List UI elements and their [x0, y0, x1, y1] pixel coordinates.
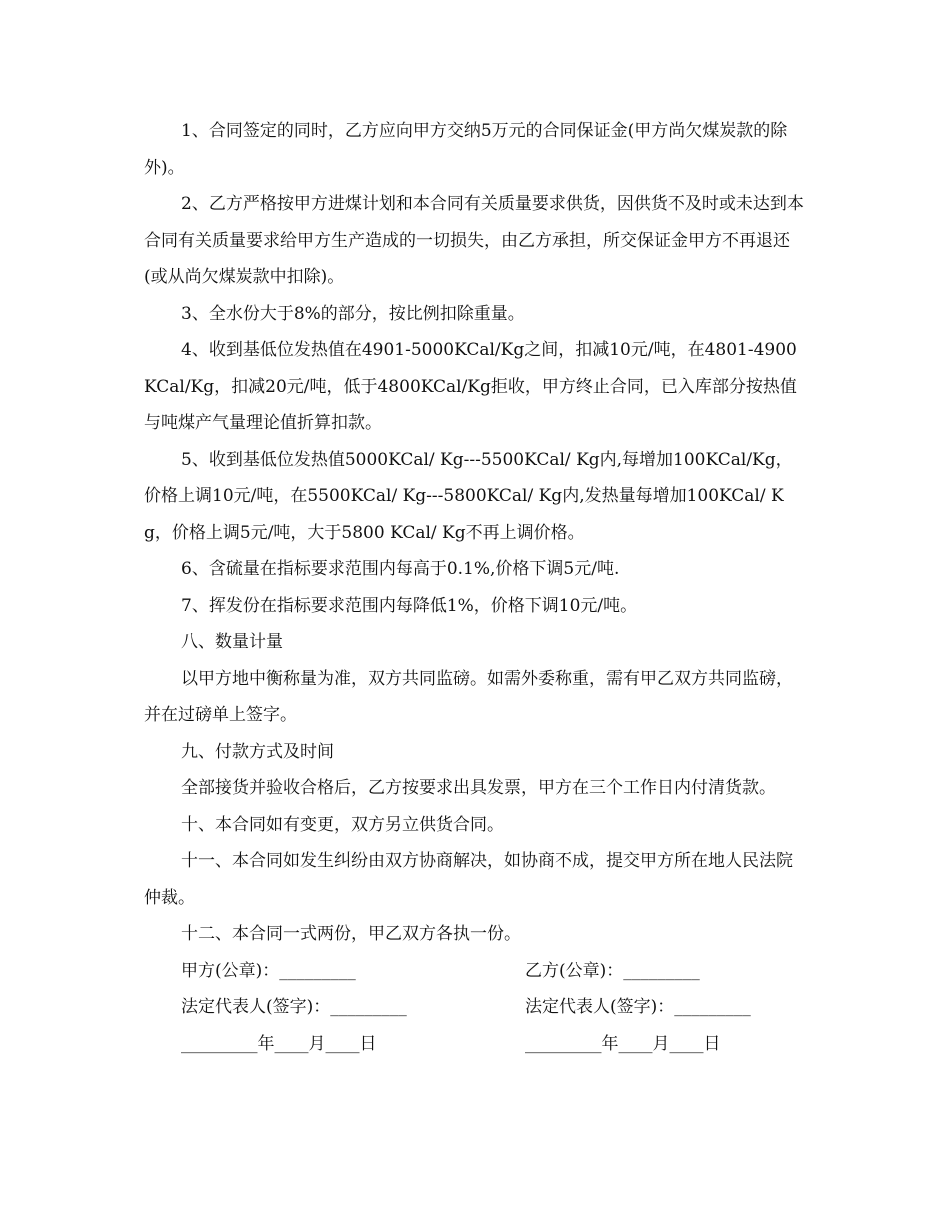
clause-disputes: 十一、本合同如发生纠纷由双方协商解决，如协商不成，提交甲方所在地人民法院仲裁。 [144, 851, 793, 908]
section-heading-quantity: 八、数量计量 [181, 632, 283, 652]
party-a-date-field: _________年____月____日 [181, 1033, 377, 1054]
clause-copies: 十二、本合同一式两份，甲乙双方各执一份。 [181, 924, 521, 944]
clause-deposit: 1、合同签定的同时，乙方应向甲方交纳5万元的合同保证金(甲方尚欠煤炭款的除外)。 [144, 121, 788, 178]
party-b-date-field: _________年____月____日 [525, 1033, 721, 1054]
party-b-representative-field: 法定代表人(签字)：_________ [525, 997, 751, 1017]
clause-moisture: 3、全水份大于8%的部分，按比例扣除重量。 [181, 303, 525, 324]
party-a-representative-field: 法定代表人(签字)：_________ [181, 997, 407, 1017]
clause-payment: 全部接货并验收合格后，乙方按要求出具发票，甲方在三个工作日内付清货款。 [181, 778, 776, 798]
clause-calorific-bonus: 5、收到基低位发热值5000KCal/ Kg---5500KCal/ Kg内,每增加100KCal/Kg，价格上调10元/吨，在5500KCal/ Kg---5800KCal/ Kg内,发热量每增加100KCal/ Kg，价格上调5元/吨，大于5800 KCal/ Kg不再上调价格。 [144, 449, 793, 543]
contract-body [144, 113, 809, 1062]
clause-weighing: 以甲方地中衡称量为准，双方共同监磅。如需外委称重，需有甲乙双方共同监磅，并在过磅单上签字。 [144, 668, 793, 725]
clause-changes: 十、本合同如有变更，双方另立供货合同。 [181, 814, 504, 835]
clause-supply-quality: 2、乙方严格按甲方进煤计划和本合同有关质量要求供货，因供货不及时或未达到本合同有关质量要求给甲方生产造成的一切损失，由乙方承担，所交保证金甲方不再退还(或从尚欠煤炭款中扣除)。 [144, 194, 804, 287]
signature-row-date [144, 1026, 809, 1063]
party-a-seal-field: 甲方(公章)：_________ [181, 960, 356, 981]
signature-row-seal [144, 953, 809, 990]
signature-row-representative [144, 989, 809, 1026]
clause-volatile: 7、挥发份在指标要求范围内每降低1%，价格下调10元/吨。 [181, 595, 638, 616]
clause-sulfur: 6、含硫量在指标要求范围内每高于0.1%,价格下调5元/吨. [181, 559, 620, 579]
clause-calorific-deduction: 4、收到基低位发热值在4901-5000KCal/Kg之间，扣减10元/吨，在4801-4900KCal/Kg，扣减20元/吨，低于4800KCal/Kg拒收，甲方终止合同，已入库部分按热值与吨煤产气量理论值折算扣款。 [144, 340, 797, 433]
section-heading-payment: 九、付款方式及时间 [181, 741, 334, 762]
party-b-seal-field: 乙方(公章)：_________ [525, 960, 700, 981]
